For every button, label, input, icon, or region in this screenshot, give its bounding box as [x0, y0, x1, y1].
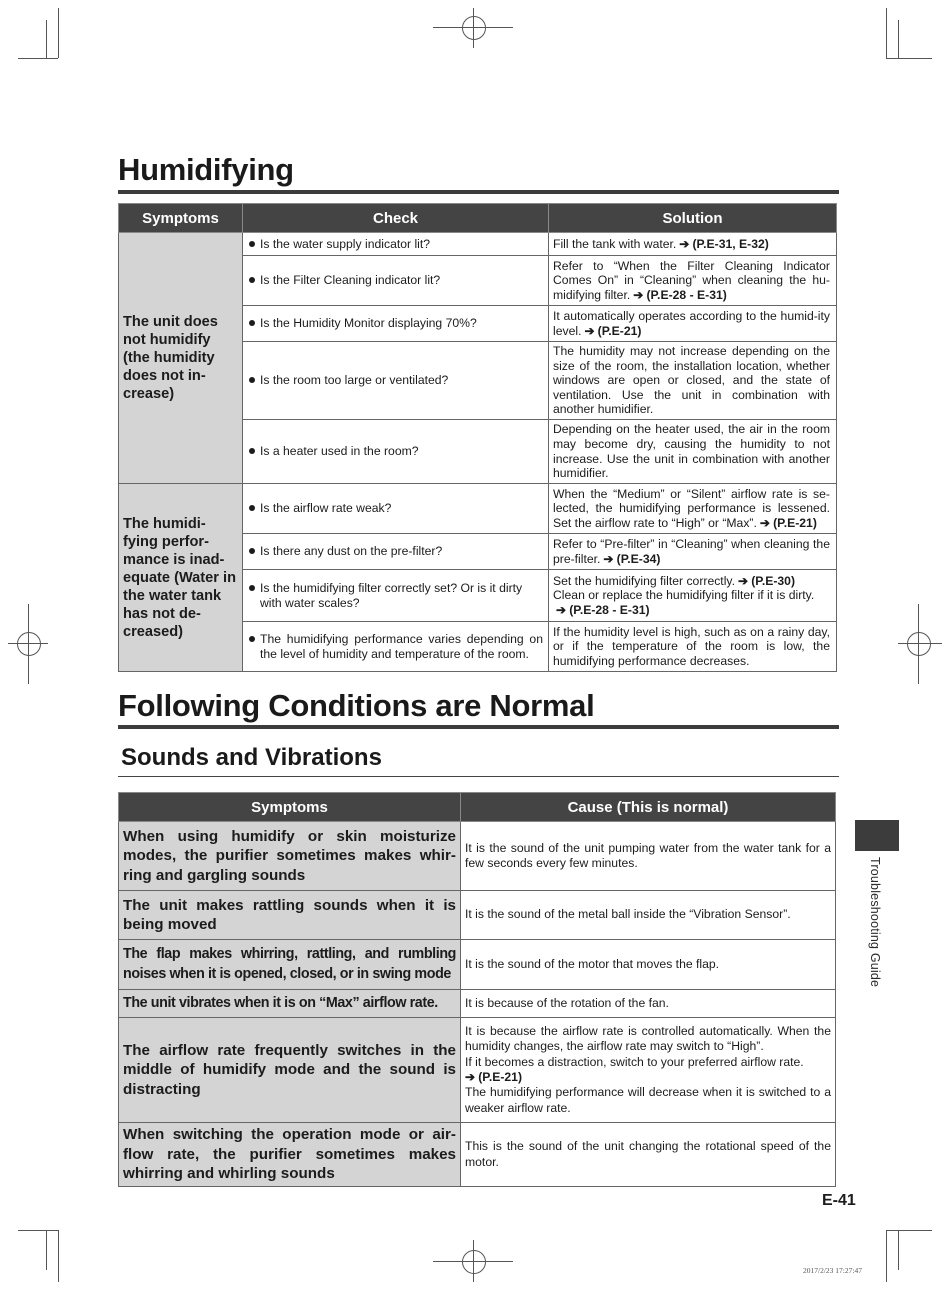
header-check: Check	[243, 204, 549, 233]
section-title-normal-conditions: Following Conditions are Normal	[118, 688, 595, 723]
check-cell	[243, 306, 549, 342]
header-solution: Solution	[549, 204, 837, 233]
sounds-vibrations-table	[118, 792, 836, 1187]
symptom-cell: The unit does not humidify (the humidity does not in-crease)	[119, 233, 243, 484]
check-text: Is the humidifying filter correctly set? Or is it dirty with water scales?	[260, 580, 523, 610]
header-symptoms: Symptoms	[119, 793, 461, 822]
symptom-cell: When using humidify or skin moisturize modes, the purifier sometimes makes whir-ring and gargling sounds	[119, 822, 461, 891]
humidifying-table	[118, 203, 837, 672]
bullet-icon	[249, 320, 255, 326]
arrow-right-icon: ➔	[556, 602, 567, 617]
arrow-right-icon: ➔	[737, 573, 749, 588]
table-row	[119, 990, 836, 1018]
solution-cell	[549, 534, 837, 570]
solution-cell	[549, 233, 837, 256]
bullet-icon	[249, 505, 255, 511]
check-cell	[243, 570, 549, 622]
page-number: E-41	[822, 1192, 856, 1209]
cause-cell: It is the sound of the motor that moves the flap.	[461, 940, 836, 990]
solution-text: Clean or replace the humidifying filter if it is dirty.	[553, 588, 815, 603]
solution-text: Refer to “Pre-filter” in “Cleaning” when cleaning the pre-filter.	[553, 536, 830, 566]
bullet-icon	[249, 448, 255, 454]
arrow-right-icon: ➔	[633, 287, 644, 302]
check-text: Is the airflow rate weak?	[260, 501, 392, 516]
arrow-right-icon: ➔	[679, 236, 690, 251]
table-row	[119, 1123, 836, 1187]
header-cause: Cause (This is normal)	[461, 793, 836, 822]
check-text: Is the Humidity Monitor displaying 70%?	[260, 316, 477, 331]
arrow-right-icon: ➔	[465, 1070, 476, 1084]
cause-cell	[461, 1018, 836, 1123]
table-row	[119, 822, 836, 891]
symptom-cell: The humidi-fying perfor-mance is inad-equate (Water in the water tank has not de-creased)	[119, 484, 243, 672]
subsection-rule	[118, 776, 839, 777]
solution-text: It automatically operates according to the humid-ity level.	[553, 308, 830, 338]
arrow-right-icon: ➔	[584, 323, 595, 338]
arrow-right-icon: ➔	[759, 515, 771, 530]
cause-cell: It is the sound of the unit pumping water from the water tank for a few seconds every few minutes.	[461, 822, 836, 891]
bullet-icon	[249, 377, 255, 383]
page-reference: (P.E-28 - E-31)	[569, 602, 650, 617]
check-cell	[243, 484, 549, 534]
cause-cell: It is because of the rotation of the fan.	[461, 990, 836, 1018]
bullet-icon	[249, 277, 255, 283]
section-rule	[118, 725, 839, 729]
check-cell	[243, 233, 549, 256]
table-row	[119, 233, 837, 256]
page-reference: (P.E-21)	[478, 1070, 523, 1084]
solution-text: Fill the tank with water.	[553, 236, 677, 251]
check-text: The humidifying performance varies depending on the level of humidity and temperature of the room.	[260, 631, 543, 661]
check-text: Is the Filter Cleaning indicator lit?	[260, 273, 441, 288]
cause-cell: This is the sound of the unit changing the rotational speed of the motor.	[461, 1123, 836, 1187]
symptom-cell: The unit vibrates when it is on “Max” airflow rate.	[119, 990, 461, 1018]
check-cell	[243, 534, 549, 570]
table-header-row	[119, 793, 836, 822]
page-reference: (P.E-21)	[773, 515, 817, 530]
check-cell	[243, 256, 549, 306]
table-row	[119, 1018, 836, 1123]
bullet-icon	[249, 636, 255, 642]
solution-cell	[549, 484, 837, 534]
check-cell	[243, 420, 549, 484]
check-cell	[243, 342, 549, 420]
table-row	[119, 484, 837, 534]
symptom-cell: The unit makes rattling sounds when it is being moved	[119, 891, 461, 940]
solution-text: Set the humidifying filter correctly.	[553, 573, 735, 588]
symptom-cell: The airflow rate frequently switches in the middle of humidify mode and the sound is distracting	[119, 1018, 461, 1123]
print-timestamp: 2017/2/23 17:27:47	[803, 1266, 862, 1275]
solution-cell: If the humidity level is high, such as on a rainy day, or if the temperature of the room is low, the humidifying performance decreases.	[549, 622, 837, 672]
solution-cell: Depending on the heater used, the air in the room may become dry, causing the humidity to not increase. Use the unit in combination with another humidifier.	[549, 420, 837, 484]
section-rule	[118, 190, 839, 194]
table-header-row	[119, 204, 837, 233]
bullet-icon	[249, 585, 255, 591]
symptom-cell: The flap makes whirring, rattling, and rumbling noises when it is opened, closed, or in swing mode	[119, 940, 461, 990]
check-text: Is there any dust on the pre-filter?	[260, 544, 443, 559]
solution-cell	[549, 306, 837, 342]
chapter-label: Troubleshooting Guide	[868, 857, 882, 988]
section-title-humidifying: Humidifying	[118, 152, 294, 187]
solution-text: When the “Medium” or “Silent” airflow rate is se-lected, the humidifying performance is lessened. Set the airflow rate to “High” or “Max”.	[553, 486, 830, 530]
page-reference: (P.E-31, E-32)	[692, 236, 769, 251]
check-text: Is a heater used in the room?	[260, 444, 419, 459]
bullet-icon	[249, 241, 255, 247]
subsection-title-sounds: Sounds and Vibrations	[121, 744, 382, 771]
cause-text: If it becomes a distraction, switch to your preferred airflow rate.	[465, 1054, 804, 1069]
cause-cell: It is the sound of the metal ball inside the “Vibration Sensor”.	[461, 891, 836, 940]
solution-cell	[549, 570, 837, 622]
page-reference: (P.E-34)	[616, 551, 661, 566]
table-row	[119, 940, 836, 990]
check-text: Is the room too large or ventilated?	[260, 373, 449, 388]
cause-text: The humidifying performance will decrease when it is switched to a weaker airflow rate.	[465, 1085, 831, 1115]
page-reference: (P.E-30)	[751, 573, 796, 588]
symptom-cell: When switching the operation mode or air-flow rate, the purifier sometimes makes whirring and whirling sounds	[119, 1123, 461, 1187]
chapter-tab	[855, 820, 899, 851]
solution-text: Refer to “When the Filter Cleaning Indicator Comes On” in “Cleaning” when cleaning the hu-midifying filter.	[553, 258, 830, 302]
page-reference: (P.E-28 - E-31)	[646, 287, 727, 302]
solution-cell: The humidity may not increase depending on the size of the room, the installation location, whether windows are open or closed, and the state of ventilation. Use the unit in combination with another humidifier.	[549, 342, 837, 420]
check-text: Is the water supply indicator lit?	[260, 236, 431, 251]
bullet-icon	[249, 548, 255, 554]
arrow-right-icon: ➔	[603, 551, 614, 566]
check-cell	[243, 622, 549, 672]
table-row	[119, 891, 836, 940]
header-symptoms: Symptoms	[119, 204, 243, 233]
page-reference: (P.E-21)	[597, 323, 642, 338]
cause-text: It is because the airflow rate is controlled automatically. When the humidity changes, the airflow rate may switch to “High”.	[465, 1023, 831, 1054]
solution-cell	[549, 256, 837, 306]
